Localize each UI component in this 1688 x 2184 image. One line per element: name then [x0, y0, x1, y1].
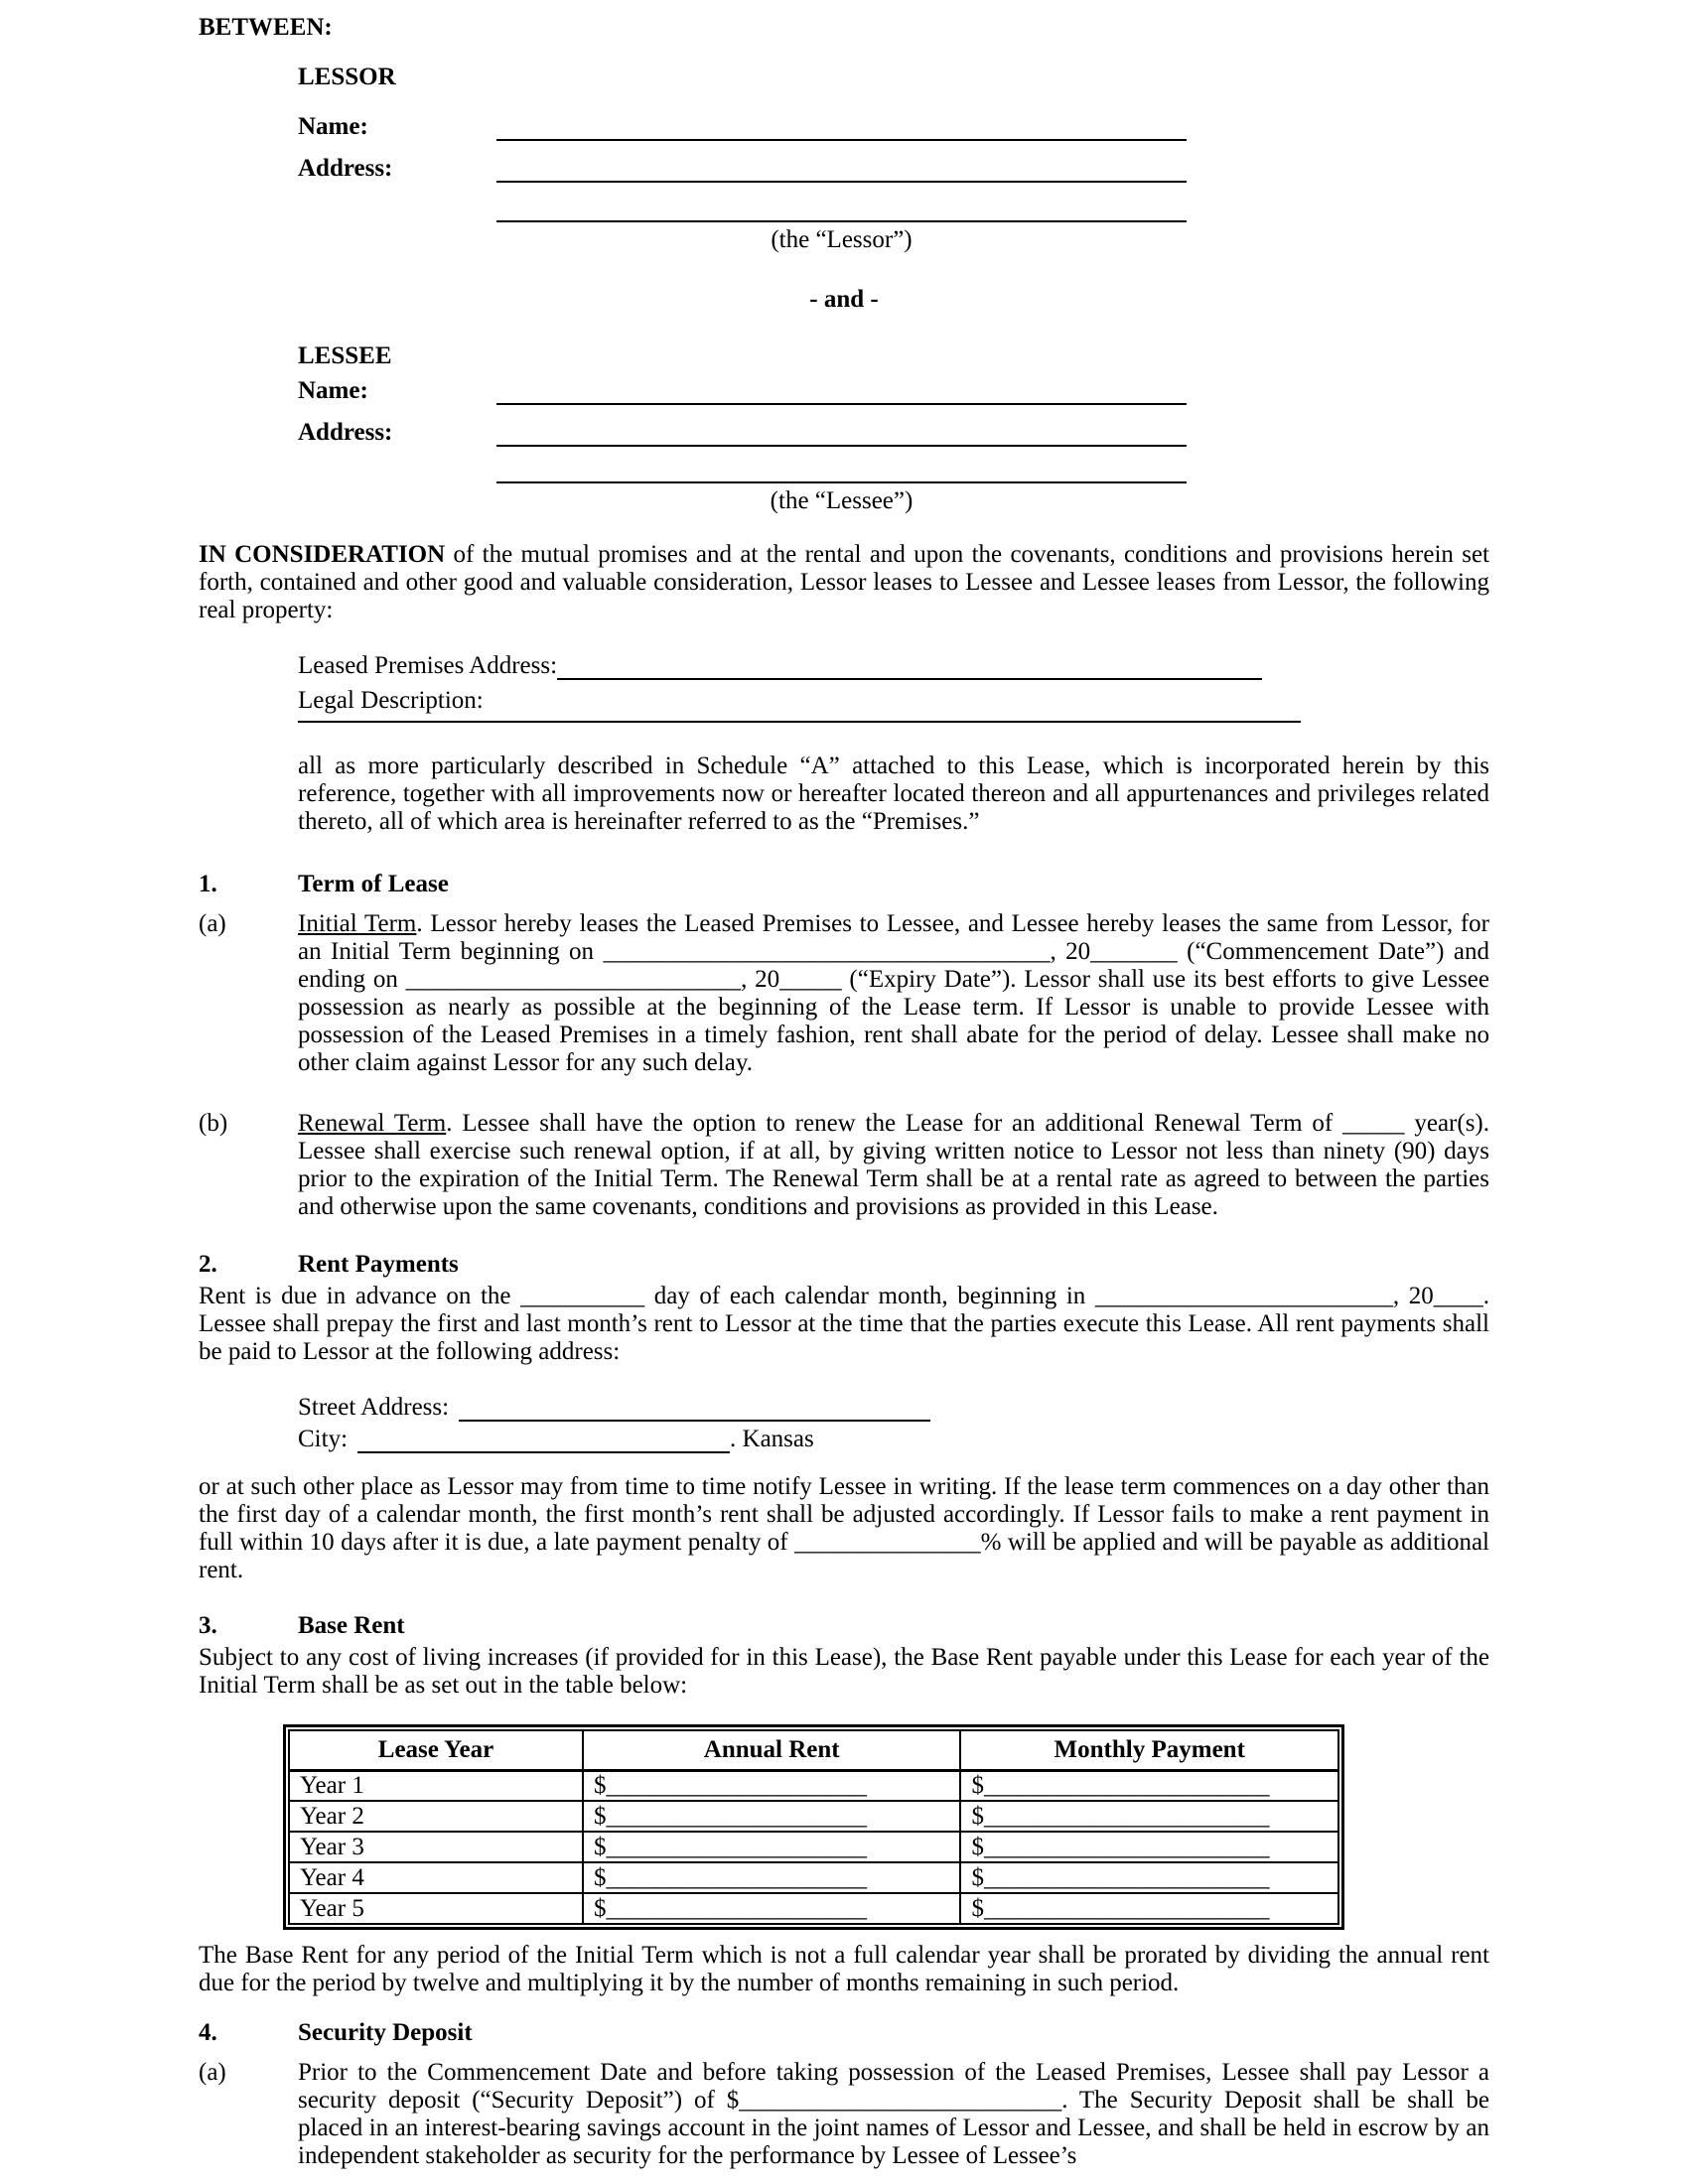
monthly-payment-cell[interactable]: $_______________________ [960, 1832, 1338, 1862]
legal-description-line[interactable] [298, 715, 1301, 723]
monthly-payment-cell[interactable]: $_______________________ [960, 1801, 1338, 1832]
section-2-title: Rent Payments [298, 1251, 459, 1278]
lessee-address-label: Address: [298, 419, 393, 446]
monthly-payment-cell[interactable]: $_______________________ [960, 1770, 1338, 1801]
annual-rent-cell[interactable]: $_____________________ [583, 1832, 961, 1862]
rent-paragraph-1: Rent is due in advance on the __________ day of each calendar month, beginning in ________________________, 20____. Lessee shall prepay the first and last month’s rent to Lessor at the time that the parties execute this Lease. All rent payments shall be paid to Lessor at the following address: [199, 1283, 1489, 1365]
lease-year-cell: Year 5 [289, 1893, 583, 1924]
section-3-number: 3. [199, 1612, 217, 1639]
lease-year-cell: Year 4 [289, 1862, 583, 1893]
lessee-block [298, 342, 1489, 515]
schedule-paragraph: all as more particularly described in Schedule “A” attached to this Lease, which is incorporated herein by this reference, together with all improvements now or hereafter located thereon and all appurtenances and privileges related thereto, all of which area is hereinafter referred to as the “Premises.” [298, 752, 1489, 835]
clause-1a [199, 910, 1489, 1077]
lessee-designation: (the “Lessee”) [770, 487, 914, 514]
street-address-line[interactable] [459, 1390, 930, 1422]
clause-1a-paragraph [298, 910, 1489, 1077]
city-label: City: [298, 1426, 349, 1452]
street-address-label: Street Address: [298, 1394, 450, 1421]
leased-premises-address-line[interactable] [557, 650, 1262, 680]
table-row [289, 1801, 1338, 1832]
consideration-lead: IN CONSIDERATION [199, 541, 446, 568]
premises-block [298, 650, 1489, 723]
lessee-name-line[interactable] [496, 370, 1187, 405]
consideration-body: of the mutual promises and at the rental and upon the covenants, conditions and provisions herein set forth, contained and other good and valuable consideration, Lessor leases to Lessee and Lessee leases from Lessor, the following real property: [199, 541, 1489, 623]
lessee-heading: LESSEE [298, 342, 392, 369]
lessor-name-row [298, 105, 1489, 141]
lessee-address-line-2[interactable] [496, 447, 1187, 483]
annual-rent-cell[interactable]: $_____________________ [583, 1770, 961, 1801]
legal-description-label: Legal Description: [298, 687, 484, 714]
lessor-heading: LESSOR [298, 64, 396, 90]
lease-year-cell: Year 3 [289, 1832, 583, 1862]
section-4-title: Security Deposit [298, 2019, 473, 2046]
lessor-name-line[interactable] [496, 105, 1187, 141]
section-2-heading [199, 1251, 1489, 1279]
rent-table-header-row [289, 1730, 1338, 1770]
base-rent-table [283, 1724, 1344, 1930]
section-2-number: 2. [199, 1251, 217, 1278]
clause-1a-body: . Lessor hereby leases the Leased Premises to Lessee, and Lessee hereby leases the same from Lessor, for an Initial Term beginning on ____________________________________, 20_______ (“Commencement Date”) and ending on ___________________________, 20_____ (“Expiry Date”). Lessor shall use its best efforts to give Lessee possession as nearly as possible at the beginning of the Lease term. If Lessor is unable to provide Lessee with possession of the Leased Premises in a timely fashion, rent shall abate for the period of delay. Lessee shall make no other claim against Lessor for any such delay. [298, 910, 1489, 1076]
initial-term-lead: Initial Term [298, 910, 417, 937]
section-4-number: 4. [199, 2019, 217, 2046]
clause-4a-paragraph: Prior to the Commencement Date and before taking possession of the Leased Premises, Lessee shall pay Lessor a security deposit (“Security Deposit”) of $__________________________. The Security Deposit shall be shall be placed in an interest-bearing savings account in the joint names of Lessor and Lessee, and shall be held in escrow by an independent stakeholder as security for the performance by Lessee of Lessee’s [298, 2059, 1489, 2169]
table-row [289, 1862, 1338, 1893]
annual-rent-cell[interactable]: $_____________________ [583, 1862, 961, 1893]
and-separator: - and - [809, 286, 879, 313]
between-label: BETWEEN: [199, 14, 333, 41]
lease-year-cell: Year 2 [289, 1801, 583, 1832]
lessor-address-label: Address: [298, 155, 393, 182]
clause-1a-label: (a) [199, 910, 226, 937]
city-line[interactable] [357, 1422, 730, 1453]
section-4-heading [199, 2019, 1489, 2047]
lessee-name-row [298, 370, 1489, 405]
clause-1b [199, 1110, 1489, 1221]
base-rent-intro-paragraph: Subject to any cost of living increases (if provided for in this Lease), the Base Rent payable under this Lease for each year of the Initial Term shall be as set out in the table below: [199, 1644, 1489, 1699]
street-address-row [298, 1390, 1489, 1422]
table-row [289, 1893, 1338, 1924]
leased-premises-row [298, 650, 1489, 680]
table-row [289, 1770, 1338, 1801]
prorate-paragraph: The Base Rent for any period of the Initial Term which is not a full calendar year shall be prorated by dividing the annual rent due for the period by twelve and multiplying it by the number of months remaining in such period. [199, 1942, 1489, 1996]
clause-4a-label: (a) [199, 2059, 226, 2086]
lessor-designation: (the “Lessor”) [771, 226, 913, 253]
lessor-address-row-2 [298, 183, 1489, 222]
payment-address-block [298, 1390, 1489, 1453]
lessee-address-row [298, 405, 1489, 447]
lessor-block [298, 64, 1489, 254]
leased-premises-address-label: Leased Premises Address: [298, 652, 558, 679]
clause-1b-body: . Lessee shall have the option to renew the Lease for an additional Renewal Term of _____ year(s). Lessee shall exercise such renewal option, if at all, by giving written notice to Lessor not less than ninety (90) days prior to the expiration of the Initial Term. The Renewal Term shall be at a rental rate as agreed to between the parties and otherwise upon the same covenants, conditions and provisions as provided in this Lease. [298, 1110, 1490, 1220]
table-row [289, 1832, 1338, 1862]
section-3-title: Base Rent [298, 1612, 405, 1639]
consideration-paragraph [199, 541, 1489, 624]
lessee-address-row-2 [298, 447, 1489, 483]
lease-year-cell: Year 1 [289, 1770, 583, 1801]
lessor-address-row [298, 141, 1489, 183]
lessor-name-label: Name: [298, 113, 368, 140]
header-annual-rent: Annual Rent [583, 1730, 961, 1770]
lessee-name-label: Name: [298, 377, 368, 404]
clause-4a [199, 2059, 1489, 2170]
section-1-number: 1. [199, 871, 217, 897]
lessor-address-line-2[interactable] [496, 183, 1187, 222]
legal-description-row [298, 680, 1489, 715]
city-state-suffix: . Kansas [730, 1426, 814, 1452]
section-1-title: Term of Lease [298, 871, 449, 897]
city-row [298, 1422, 1489, 1453]
annual-rent-cell[interactable]: $_____________________ [583, 1893, 961, 1924]
clause-1b-paragraph [298, 1110, 1489, 1221]
section-3-heading [199, 1612, 1489, 1640]
section-1-heading [199, 871, 1489, 898]
clause-1b-label: (b) [199, 1110, 228, 1137]
monthly-payment-cell[interactable]: $_______________________ [960, 1893, 1338, 1924]
annual-rent-cell[interactable]: $_____________________ [583, 1801, 961, 1832]
header-lease-year: Lease Year [289, 1730, 583, 1770]
renewal-term-lead: Renewal Term [298, 1110, 447, 1137]
rent-paragraph-2: or at such other place as Lessor may from time to time notify Lessee in writing. If the lease term commences on a day other than the first day of a calendar month, the first month’s rent shall be adjusted accordingly. If Lessor fails to make a rent payment in full within 10 days after it is due, a late payment penalty of _______________% will be applied and will be payable as additional rent. [199, 1473, 1489, 1583]
lessor-address-line[interactable] [496, 141, 1187, 183]
lessee-address-line[interactable] [496, 405, 1187, 447]
monthly-payment-cell[interactable]: $_______________________ [960, 1862, 1338, 1893]
header-monthly-payment: Monthly Payment [960, 1730, 1338, 1770]
